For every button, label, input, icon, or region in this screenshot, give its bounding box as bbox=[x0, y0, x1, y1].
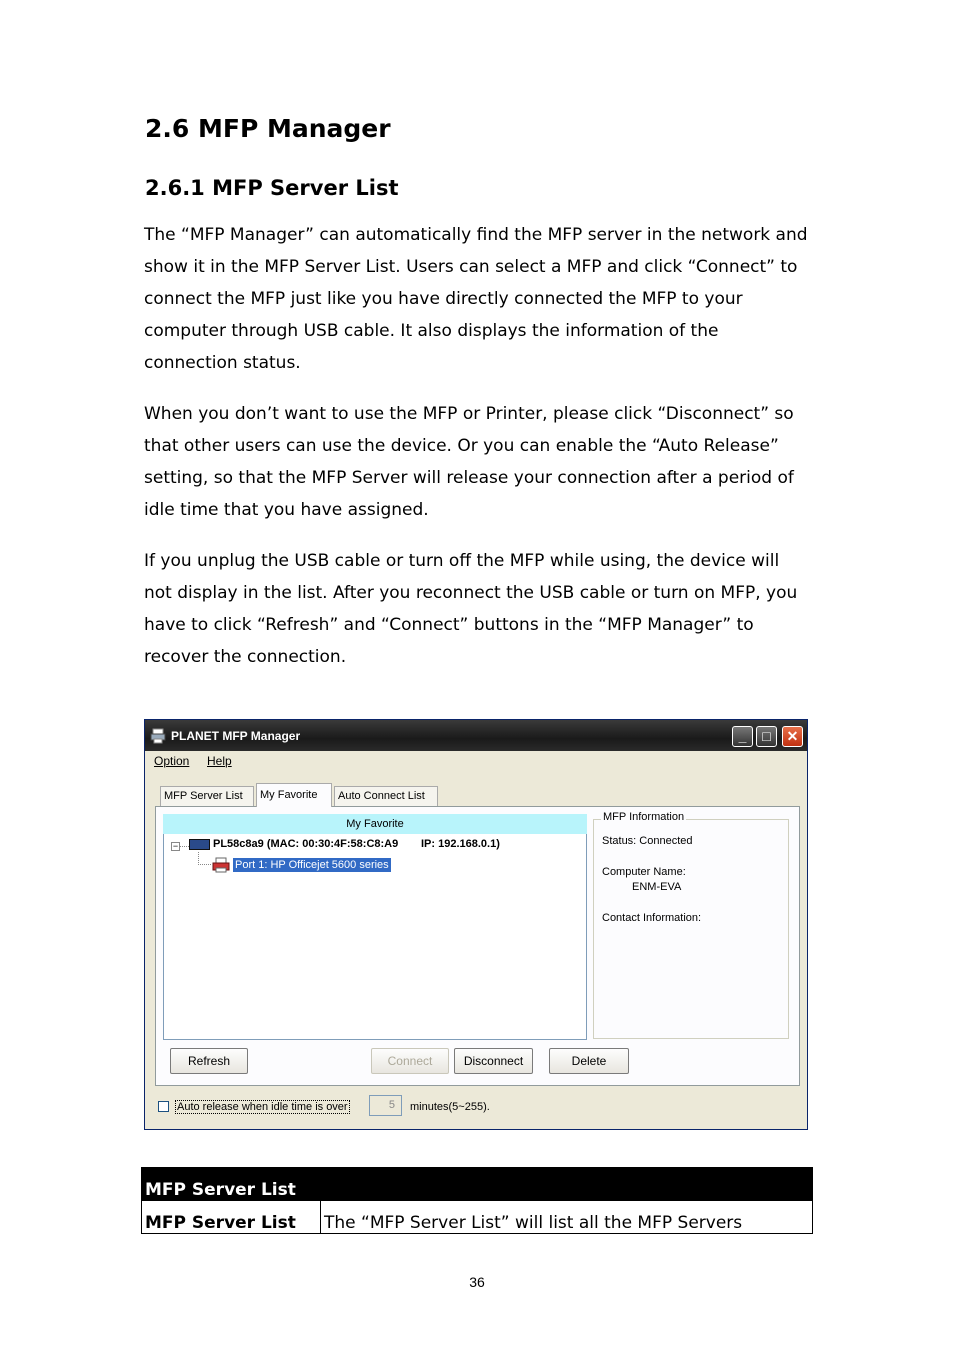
status-text: Status: Connected bbox=[602, 835, 693, 847]
section-heading: 2.6 MFP Manager bbox=[145, 114, 391, 143]
intro-paragraph: The “MFP Manager” can automatically find the MFP server in the network and show it in the MFP Server List. Users can select a MFP and click “Connect” to connect the MFP just like you have directly connected the MFP to your computer through USB cable. It also displays the information of the connection status. bbox=[144, 225, 808, 373]
printer-app-icon bbox=[150, 728, 166, 744]
maximize-icon[interactable]: □ bbox=[756, 726, 777, 747]
delete-button[interactable]: Delete bbox=[549, 1048, 629, 1074]
menu-option[interactable]: Option bbox=[154, 754, 190, 768]
table-row bbox=[142, 1201, 813, 1234]
tab-mfp-server-list[interactable]: MFP Server List bbox=[160, 786, 254, 806]
auto-release-checkbox[interactable] bbox=[158, 1101, 169, 1112]
server-icon bbox=[189, 839, 210, 850]
subsection-heading: 2.6.1 MFP Server List bbox=[145, 176, 399, 200]
refresh-button[interactable]: Refresh bbox=[170, 1048, 248, 1074]
window-title: PLANET MFP Manager bbox=[171, 729, 301, 743]
server-entry[interactable]: PL58c8a9 (MAC: 00:30:4F:58:C8:A9 bbox=[213, 838, 399, 850]
port-entry[interactable]: Port 1: HP Officejet 5600 series bbox=[235, 859, 389, 871]
description-table bbox=[141, 1167, 813, 1234]
auto-release-label[interactable]: Auto release when idle time is over bbox=[177, 1101, 348, 1113]
list-header: My Favorite bbox=[163, 814, 587, 834]
minutes-range-label: minutes(5~255). bbox=[410, 1101, 490, 1113]
connect-button[interactable]: Connect bbox=[371, 1048, 449, 1074]
mfp-manager-window-screenshot bbox=[144, 719, 808, 1130]
reconnect-paragraph: If you unplug the USB cable or turn off the MFP while using, the device will not display in the list. After you reconnect the USB cable or turn on MFP, you have to click “Refresh” and “Connect” buttons in the “MFP Manager” to recover the connection. bbox=[144, 551, 798, 667]
server-ip[interactable]: IP: 192.168.0.1) bbox=[421, 838, 500, 850]
tab-auto-connect-list[interactable]: Auto Connect List bbox=[334, 786, 438, 806]
printer-icon bbox=[212, 857, 230, 873]
title-bar bbox=[145, 720, 807, 751]
tree-connector bbox=[198, 852, 211, 865]
minimize-icon[interactable]: _ bbox=[732, 726, 753, 747]
idle-time-input[interactable]: 5 bbox=[369, 1095, 402, 1116]
table-cell-description: The “MFP Server List” will list all the MFP Servers bbox=[321, 1201, 813, 1234]
menu-help[interactable]: Help bbox=[207, 754, 232, 768]
close-icon[interactable]: ✕ bbox=[782, 726, 803, 747]
table-header-cell bbox=[321, 1168, 813, 1201]
collapse-icon[interactable]: − bbox=[172, 841, 179, 851]
computer-name-label: Computer Name: bbox=[602, 866, 686, 878]
table-header-row bbox=[142, 1168, 813, 1201]
computer-name-value: ENM-EVA bbox=[632, 881, 682, 893]
tree-connector bbox=[180, 846, 189, 847]
mfp-information-group bbox=[593, 819, 789, 1039]
page-number: 36 bbox=[469, 1274, 485, 1290]
mfp-information-legend: MFP Information bbox=[603, 811, 685, 823]
disconnect-paragraph: When you don’t want to use the MFP or Printer, please click “Disconnect” so that other users can use the device. Or you can enable the “Auto Release” setting, so that the MFP Server will release your connection after a period of idle time that you have assigned. bbox=[144, 404, 794, 520]
disconnect-button[interactable]: Disconnect bbox=[454, 1048, 533, 1074]
tab-my-favorite[interactable]: My Favorite bbox=[256, 783, 332, 807]
table-cell-term: MFP Server List bbox=[142, 1201, 321, 1234]
menu-bar bbox=[150, 752, 802, 772]
table-header-cell: MFP Server List bbox=[142, 1168, 321, 1201]
contact-information-label: Contact Information: bbox=[602, 912, 702, 924]
